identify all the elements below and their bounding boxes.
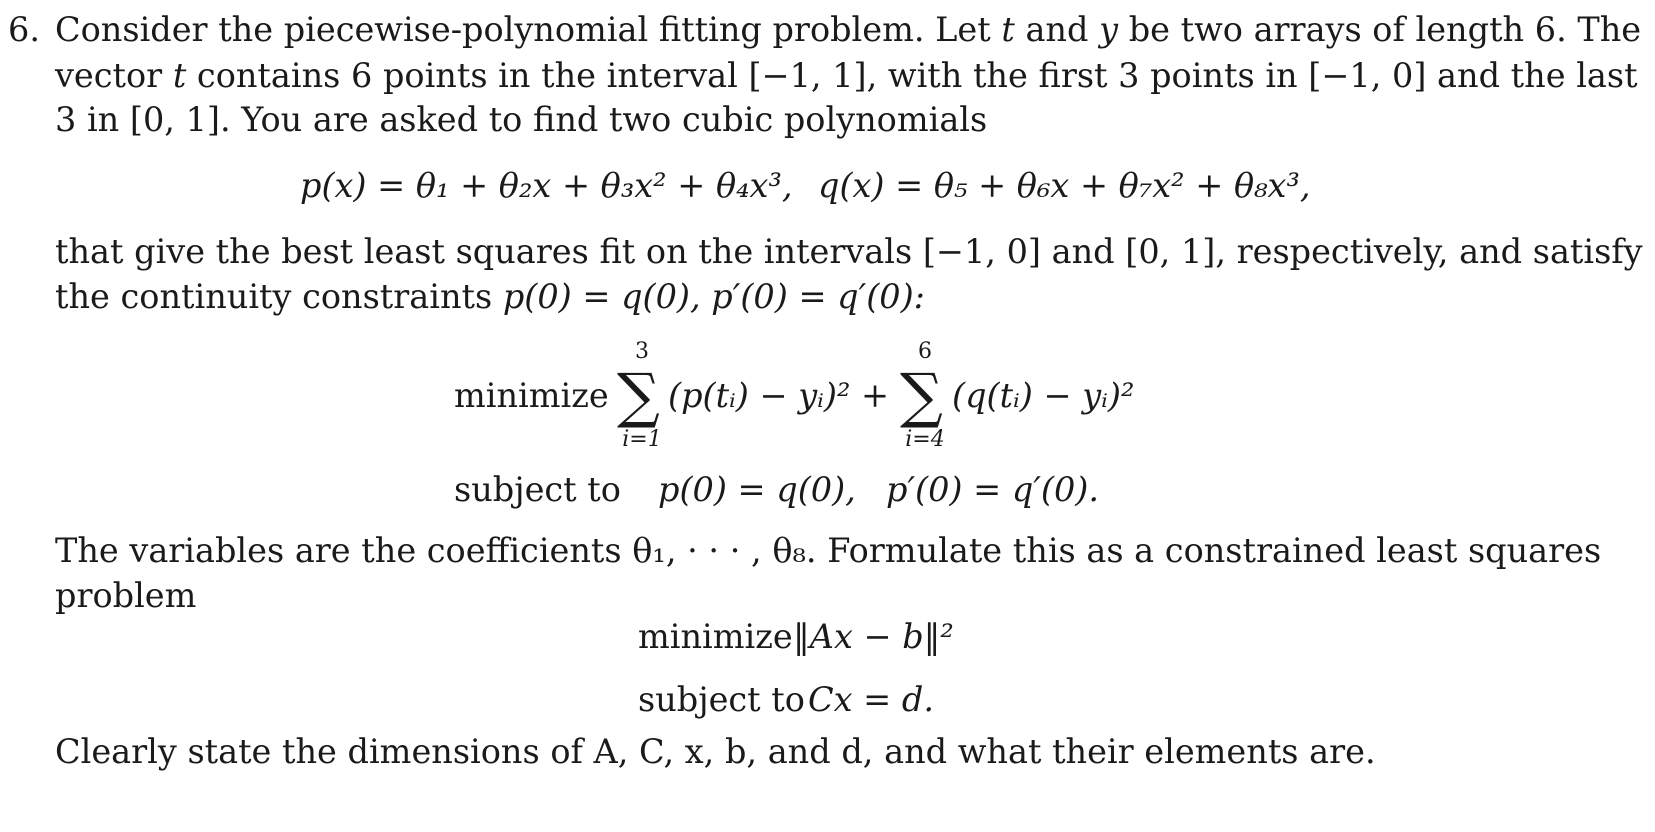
mid-line-1: that give the best least squares fit on the intervals [−1, 0] and [0, 1], respectively, and satisfy [55,232,1643,271]
subject-to-label: subject to [454,470,621,509]
variables-line-1: The variables are the coefficients θ₁, · · · , θ₈. Formulate this as a constrained least squares [55,531,1602,570]
intro-line-1: Consider the piecewise-polynomial fitting problem. Let t and y be two arrays of length 6. The [55,10,1642,49]
sum1-term: (p(tᵢ) − yᵢ)² + [668,376,890,415]
poly-p-equation: p(x) = θ₁ + θ₂x + θ₃x² + θ₄x³, [300,166,793,205]
constraint-continuity: p(0) = q(0), [658,470,856,509]
problem-number: 6. [8,10,40,49]
sum1-symbol: ∑ [617,361,660,431]
poly-q-equation: q(x) = θ₅ + θ₆x + θ₇x² + θ₈x³, [818,166,1311,205]
constraint-linear: Cx = d. [808,680,934,719]
constraint-derivative: p′(0) = q′(0). [886,470,1100,509]
mid-line-2: the continuity constraints p(0) = q(0), p′(0) = q′(0): [55,277,925,316]
sum1-lower-limit: i=1 [622,427,662,452]
sum2-term: (q(tᵢ) − yᵢ)² [952,376,1135,415]
sum2-upper-limit: 6 [918,339,932,364]
sum2-symbol: ∑ [900,361,943,431]
subject-to-label-2: subject to [638,680,805,719]
variables-line-2: problem [55,576,197,615]
minimize-label: minimize [454,376,609,415]
final-instruction: Clearly state the dimensions of A, C, x, b, and d, and what their elements are. [55,732,1376,771]
intro-line-2: vector t contains 6 points in the interval [−1, 1], with the first 3 points in [−1, 0] and the last [55,56,1638,95]
sum1-upper-limit: 3 [635,339,649,364]
minimize-label-2: minimize [638,617,793,656]
intro-line-3: 3 in [0, 1]. You are asked to find two cubic polynomials [55,100,988,139]
objective-norm: ‖Ax − b‖² [793,617,954,656]
sum2-lower-limit: i=4 [905,427,945,452]
